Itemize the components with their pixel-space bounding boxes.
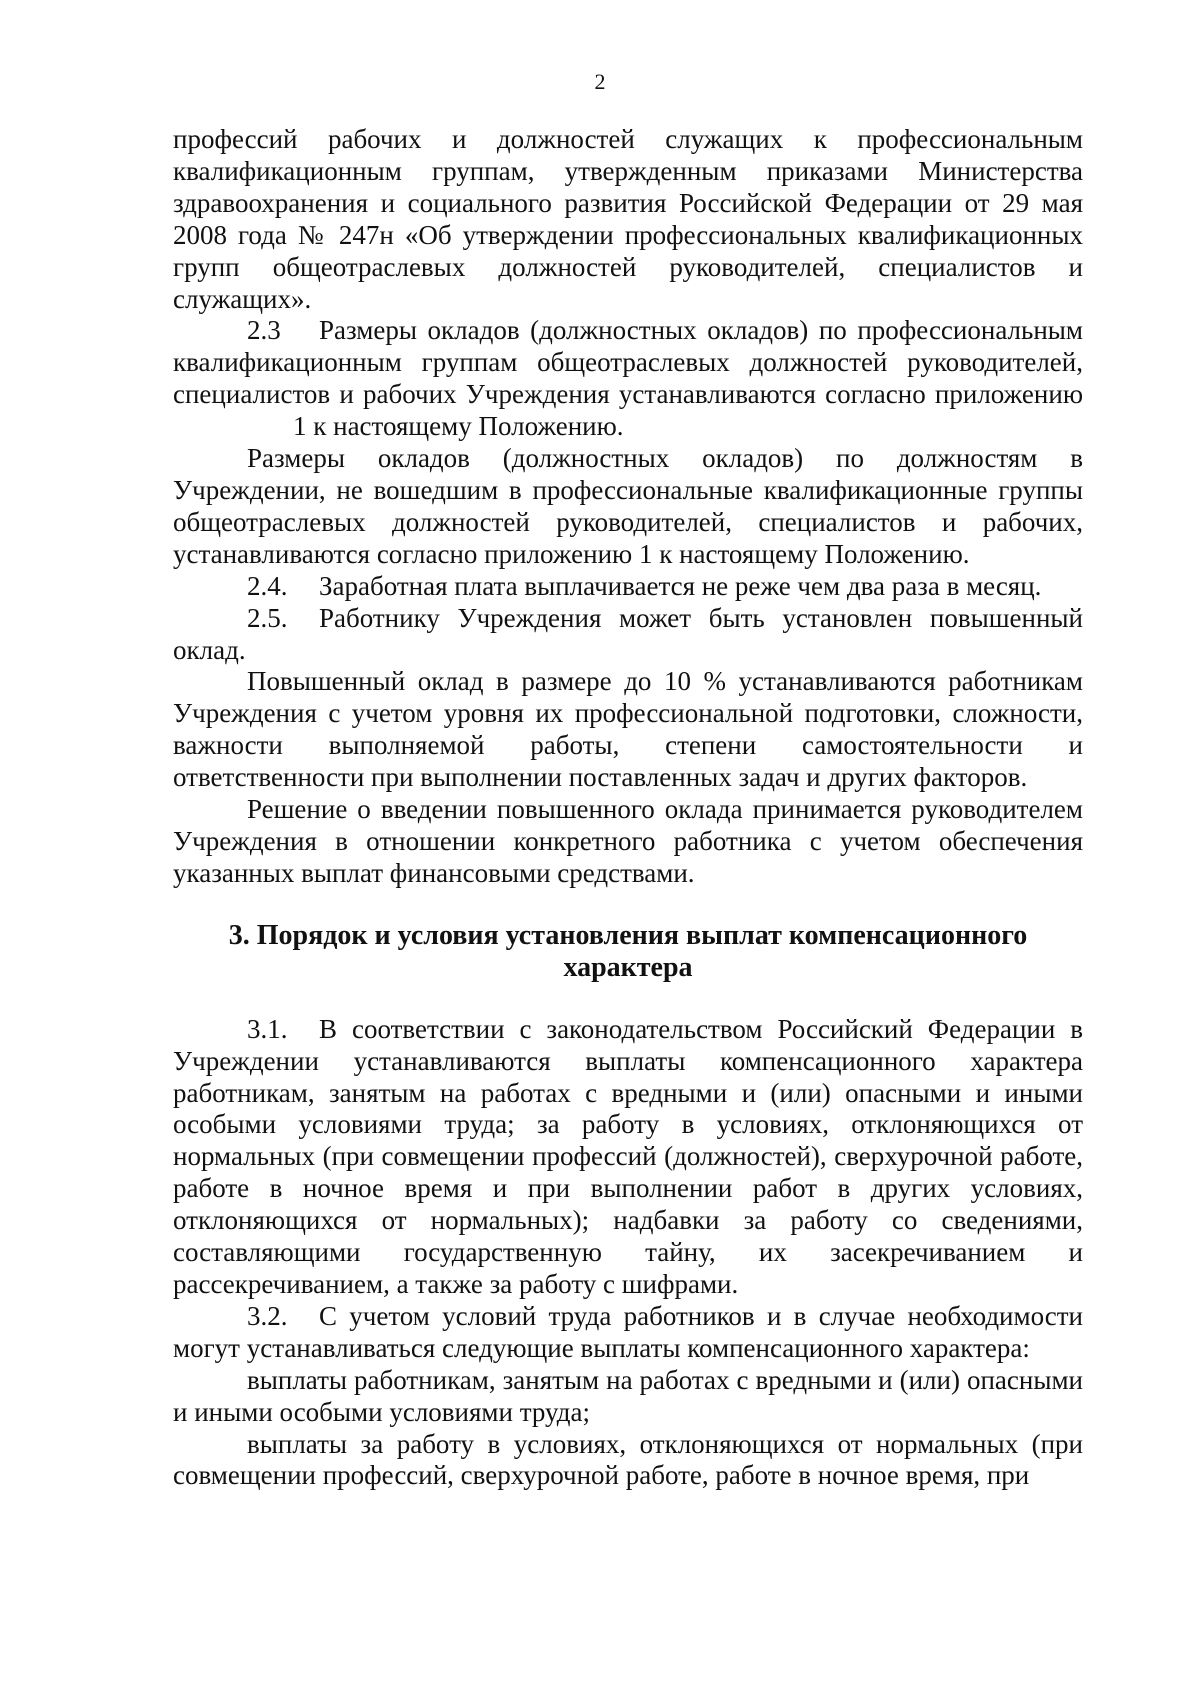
item-number: 2.4. xyxy=(247,570,288,601)
paragraph-salary-other-positions: Размеры окладов (должностных окладов) по должностям в Учреждении, не вошедшим в профессиональные квалификационные группы общеотраслевых должностей руководителей, специалистов и рабочих, устанавливаются согласно приложению 1 к настоящему Положению. xyxy=(173,443,1083,569)
item-number: 3.1. xyxy=(247,1013,288,1044)
paragraph-3-2 xyxy=(173,1301,1083,1365)
item-number: 2.3 xyxy=(247,315,281,346)
paragraph-decision: Решение о введении повышенного оклада принимается руководителем Учреждения в отношении конкретного работника с учетом обеспечения указанных выплат финансовыми средствами. xyxy=(173,794,1083,888)
paragraph-text: Работнику Учреждения может быть установлен повышенный оклад. xyxy=(173,602,1083,665)
heading-line: характера xyxy=(563,951,693,983)
document-body xyxy=(173,124,1083,1492)
paragraph-abnormal-conditions: выплаты за работу в условиях, отклоняющихся от нормальных (при совмещении профессий, сверхурочной работе, работе в ночное время, при xyxy=(173,1428,1083,1491)
paragraph-text-tail: 1 к настоящему Положению. xyxy=(293,411,624,442)
paragraph-increased-salary: Повышенный оклад в размере до 10 % устанавливаются работникам Учреждения с учетом уровня их профессиональной подготовки, сложности, важности выполняемой работы, степени самостоятельности и ответственности при выполнении поставленных задач и других факторов. xyxy=(173,666,1083,793)
paragraph-continuation: профессий рабочих и должностей служащих к профессиональным квалификационным группам, утвержденным приказами Министерства здравоохранения и социального развития Российской Федерации от 29 мая 2008 года № 247н «Об утверждении профессиональных квалификационных групп общеотраслевых должностей руководителей, специалистов и служащих». xyxy=(173,124,1083,314)
paragraph-2-4 xyxy=(173,571,1083,603)
paragraph-2-3 xyxy=(173,315,1083,443)
paragraph-text: Размеры окладов (должностных окладов) по профессиональным квалификационным группам общеотраслевых должностей руководителей, специалистов и рабочих Учреждения устанавливаются согласно приложению xyxy=(173,315,1083,410)
paragraph-3-1 xyxy=(173,1014,1083,1301)
paragraph-text: В соответствии с законодательством Российский Федерации в Учреждении устанавливаются выплаты компенсационного характера работникам, занятым на работах с вредными и (или) опасными и иными особыми условиями труда; за работу в условиях, отклоняющихся от нормальных (при совмещении профессий (должностей), сверхурочной работе, работе в ночное время и при выполнении работ в других условиях, отклоняющихся от нормальных); надбавки за работу со сведениями, составляющими государственную тайну, их засекречиванием и рассекречиванием, а также за работу с шифрами. xyxy=(173,1013,1083,1299)
heading-line: 3. Порядок и условия установления выплат компенсационного xyxy=(228,919,1028,951)
page-number: 2 xyxy=(594,69,606,94)
paragraph-text: С учетом условий труда работников и в случае необходимости могут устанавливаться следующие выплаты компенсационного характера: xyxy=(173,1300,1083,1363)
paragraph-harmful-conditions: выплаты работникам, занятым на работах с вредными и (или) опасными и иными особыми условиями труда; xyxy=(173,1364,1083,1427)
item-number: 2.5. xyxy=(247,602,288,633)
section-3-heading xyxy=(173,920,1083,984)
paragraph-2-5 xyxy=(173,603,1083,667)
paragraph-text: Заработная плата выплачивается не реже чем два раза в месяц. xyxy=(319,570,1042,601)
item-number: 3.2. xyxy=(247,1300,288,1331)
